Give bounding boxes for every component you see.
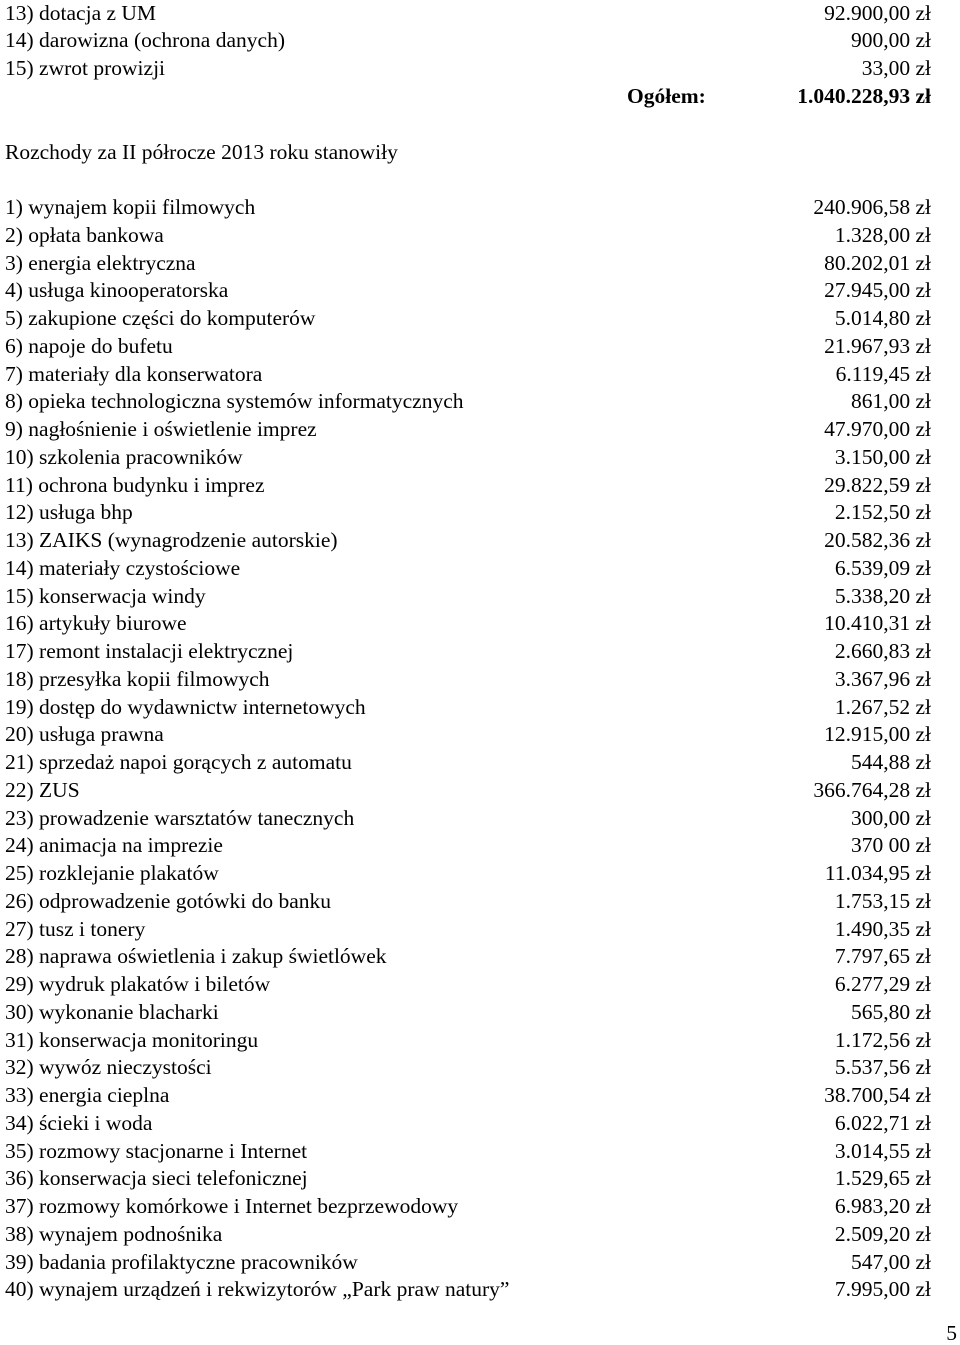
list-item <box>5 555 931 582</box>
list-item <box>5 250 931 277</box>
list-item <box>5 832 931 859</box>
item-label: 13) dotacja z UM <box>5 1 157 25</box>
item-amount: 1.490,35 zł <box>834 917 931 941</box>
list-item <box>5 361 931 388</box>
item-label: 28) naprawa oświetlenia i zakup świetlówek <box>5 944 387 968</box>
item-amount: 3.150,00 zł <box>834 445 931 469</box>
item-label: 15) konserwacja windy <box>5 584 206 608</box>
item-amount: 565,80 zł <box>850 1000 931 1024</box>
list-item <box>5 444 931 471</box>
list-item <box>5 721 931 748</box>
list-item <box>5 0 931 27</box>
list-item <box>5 860 931 887</box>
item-amount: 6.539,09 zł <box>834 556 931 580</box>
list-item <box>5 638 931 665</box>
item-label: 9) nagłośnienie i oświetlenie imprez <box>5 417 317 441</box>
list-item <box>5 1193 931 1220</box>
list-item <box>5 1276 931 1303</box>
item-amount: 10.410,31 zł <box>824 611 931 635</box>
item-label: 12) usługa bhp <box>5 500 133 524</box>
list-item <box>5 277 931 304</box>
page-number: 5 <box>946 1321 957 1345</box>
list-item <box>5 888 931 915</box>
item-label: 26) odprowadzenie gotówki do banku <box>5 889 332 913</box>
item-label: 14) materiały czystościowe <box>5 556 241 580</box>
item-amount: 6.983,20 zł <box>834 1194 931 1218</box>
list-item <box>5 943 931 970</box>
list-item <box>5 472 931 499</box>
item-label: 7) materiały dla konserwatora <box>5 362 263 386</box>
item-label: 4) usługa kinooperatorska <box>5 278 229 302</box>
item-label: 32) wywóz nieczystości <box>5 1055 212 1079</box>
item-amount: 20.582,36 zł <box>824 528 931 552</box>
item-label: 16) artykuły biurowe <box>5 611 187 635</box>
list-item <box>5 694 931 721</box>
item-amount: 240.906,58 zł <box>813 195 931 219</box>
total-amount: 1.040.228,93 zł <box>797 84 931 108</box>
item-amount: 33,00 zł <box>861 56 931 80</box>
item-amount: 2.509,20 zł <box>834 1222 931 1246</box>
list-item <box>5 1165 931 1192</box>
item-amount: 861,00 zł <box>850 389 931 413</box>
list-item <box>5 333 931 360</box>
item-label: 21) sprzedaż napoi gorących z automatu <box>5 750 352 774</box>
list-item <box>5 1221 931 1248</box>
item-amount: 21.967,93 zł <box>824 334 931 358</box>
list-item <box>5 916 931 943</box>
item-label: 27) tusz i tonery <box>5 917 146 941</box>
item-label: 30) wykonanie blacharki <box>5 1000 219 1024</box>
item-amount: 1.753,15 zł <box>834 889 931 913</box>
item-amount: 92.900,00 zł <box>824 1 931 25</box>
item-amount: 11.034,95 zł <box>824 861 931 885</box>
item-amount: 1.328,00 zł <box>834 223 931 247</box>
item-amount: 6.022,71 zł <box>834 1111 931 1135</box>
item-amount: 366.764,28 zł <box>813 778 931 802</box>
item-label: 34) ścieki i woda <box>5 1111 153 1135</box>
item-label: 29) wydruk plakatów i biletów <box>5 972 271 996</box>
item-amount: 1.172,56 zł <box>834 1028 931 1052</box>
list-item <box>5 805 931 832</box>
item-label: 18) przesyłka kopii filmowych <box>5 667 270 691</box>
item-label: 17) remont instalacji elektrycznej <box>5 639 294 663</box>
item-label: 5) zakupione części do komputerów <box>5 306 316 330</box>
list-item <box>5 1054 931 1081</box>
item-label: 6) napoje do bufetu <box>5 334 173 358</box>
item-label: 19) dostęp do wydawnictw internetowych <box>5 695 366 719</box>
item-amount: 300,00 zł <box>850 806 931 830</box>
list-item <box>5 583 931 610</box>
item-label: 33) energia cieplna <box>5 1083 170 1107</box>
item-amount: 2.152,50 zł <box>834 500 931 524</box>
list-item <box>5 222 931 249</box>
list-item <box>5 1249 931 1276</box>
item-amount: 1.529,65 zł <box>834 1166 931 1190</box>
list-item <box>5 499 931 526</box>
item-amount: 7.797,65 zł <box>834 944 931 968</box>
item-amount: 5.014,80 zł <box>834 306 931 330</box>
list-item <box>5 610 931 637</box>
item-label: 39) badania profilaktyczne pracowników <box>5 1250 358 1274</box>
item-label: 14) darowizna (ochrona danych) <box>5 28 285 52</box>
list-item <box>5 27 931 54</box>
item-label: 15) zwrot prowizji <box>5 56 166 80</box>
list-item <box>5 194 931 221</box>
list-item <box>5 1138 931 1165</box>
item-amount: 370 00 zł <box>850 833 931 857</box>
item-label: 40) wynajem urządzeń i rekwizytorów „Park praw natury” <box>5 1277 510 1301</box>
item-label: 10) szkolenia pracowników <box>5 445 243 469</box>
total-label: Ogółem: <box>627 84 706 108</box>
list-item <box>5 388 931 415</box>
item-amount: 27.945,00 zł <box>824 278 931 302</box>
item-amount: 1.267,52 zł <box>834 695 931 719</box>
item-amount: 5.537,56 zł <box>834 1055 931 1079</box>
list-item <box>5 1110 931 1137</box>
item-label: 1) wynajem kopii filmowych <box>5 195 256 219</box>
list-item <box>5 666 931 693</box>
list-item <box>5 527 931 554</box>
item-amount: 3.014,55 zł <box>834 1139 931 1163</box>
item-label: 20) usługa prawna <box>5 722 164 746</box>
item-label: 3) energia elektryczna <box>5 251 196 275</box>
item-amount: 5.338,20 zł <box>834 584 931 608</box>
section-heading: Rozchody za II półrocze 2013 roku stanowiły <box>5 140 398 164</box>
list-item <box>5 777 931 804</box>
item-label: 25) rozklejanie plakatów <box>5 861 219 885</box>
item-amount: 80.202,01 zł <box>824 251 931 275</box>
item-label: 31) konserwacja monitoringu <box>5 1028 259 1052</box>
item-label: 38) wynajem podnośnika <box>5 1222 223 1246</box>
item-label: 36) konserwacja sieci telefonicznej <box>5 1166 308 1190</box>
item-label: 24) animacja na imprezie <box>5 833 223 857</box>
item-amount: 900,00 zł <box>850 28 931 52</box>
item-amount: 3.367,96 zł <box>834 667 931 691</box>
item-amount: 6.277,29 zł <box>834 972 931 996</box>
list-item <box>5 1027 931 1054</box>
list-item <box>5 55 931 82</box>
list-item <box>5 305 931 332</box>
item-amount: 544,88 zł <box>850 750 931 774</box>
list-item <box>5 999 931 1026</box>
item-label: 11) ochrona budynku i imprez <box>5 473 265 497</box>
item-amount: 7.995,00 zł <box>834 1277 931 1301</box>
list-item <box>5 971 931 998</box>
item-label: 23) prowadzenie warsztatów tanecznych <box>5 806 355 830</box>
item-label: 37) rozmowy komórkowe i Internet bezprzewodowy <box>5 1194 459 1218</box>
item-amount: 29.822,59 zł <box>824 473 931 497</box>
item-label: 35) rozmowy stacjonarne i Internet <box>5 1139 308 1163</box>
item-label: 22) ZUS <box>5 778 80 802</box>
list-item <box>5 416 931 443</box>
list-item <box>5 1082 931 1109</box>
item-amount: 47.970,00 zł <box>824 417 931 441</box>
item-amount: 12.915,00 zł <box>824 722 931 746</box>
item-label: 2) opłata bankowa <box>5 223 164 247</box>
item-label: 13) ZAIKS (wynagrodzenie autorskie) <box>5 528 338 552</box>
item-label: 8) opieka technologiczna systemów informatycznych <box>5 389 464 413</box>
list-item <box>5 749 931 776</box>
item-amount: 38.700,54 zł <box>824 1083 931 1107</box>
item-amount: 2.660,83 zł <box>834 639 931 663</box>
item-amount: 547,00 zł <box>850 1250 931 1274</box>
item-amount: 6.119,45 zł <box>835 362 931 386</box>
